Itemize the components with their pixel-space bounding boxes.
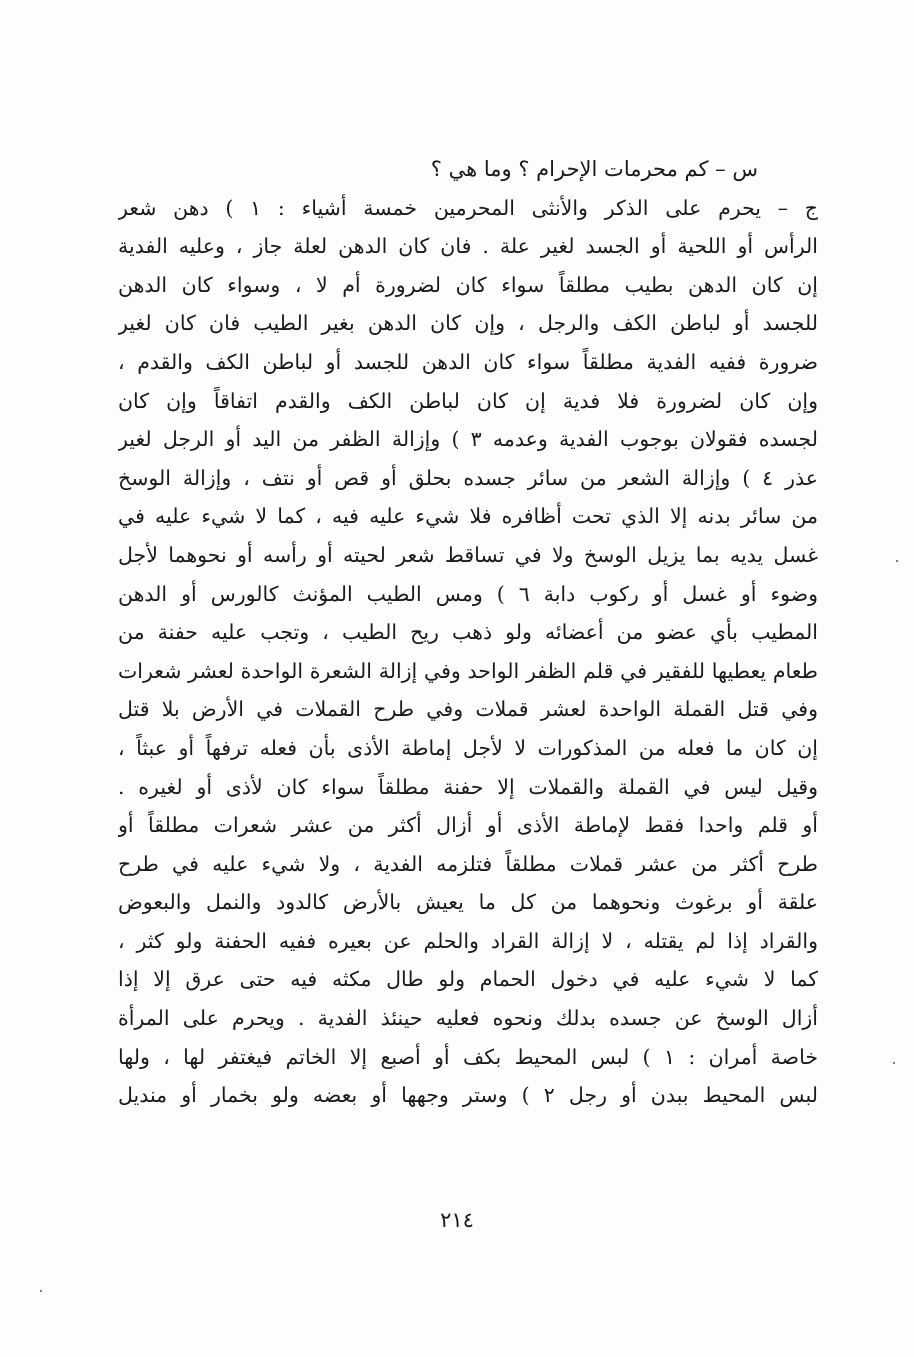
text-line: كما لا شيء عليه في دخول الحمام ولو طال مكثه فيه حتى عرق إلا إذا <box>118 967 818 992</box>
scan-speck <box>893 1062 895 1064</box>
text-line: أو قلم واحدا فقط لإماطة الأذى أو أزال أكثر من عشر شعرات مطلقاً أو <box>118 813 818 838</box>
text-line: وفي قتل القملة الواحدة لعشر قملات وفي طرح القملات في الأرض بلا قتل <box>118 697 818 722</box>
scan-speck <box>896 560 898 562</box>
text-line: إن كان الدهن بطيب مطلقاً سواء كان لضرورة أم لا ، وسواء كان الدهن <box>118 272 818 297</box>
text-line: علقة أو برغوث ونحوهما من كل ما يعيش بالأرض كالدود والنمل والبعوض <box>118 890 818 915</box>
text-line: أزال الوسخ عن جسده بدلك ونحوه فعليه حينئذ الفدية . ويحرم على المرأة <box>118 1006 818 1031</box>
text-line: وضوء أو غسل أو ركوب دابة ٦ ) ومس الطيب المؤنث كالورس أو الدهن <box>118 581 818 606</box>
text-line: من سائر بدنه إلا الذي تحت أظافره فلا شيء عليه فيه ، كما لا شيء عليه في <box>118 504 818 529</box>
text-line: إن كان ما فعله من المذكورات لا لأجل إماطة الأذى بأن فعله ترفهاً أو عبثاً ، <box>118 735 818 760</box>
text-line: خاصة أمران : ١ ) لبس المحيط بكف أو أصبع إلا الخاتم فيغتفر لها ، ولها <box>118 1044 818 1069</box>
text-line: والقراد إذا لم يقتله ، لا إزالة القراد والحلم عن بعيره ففيه الحفنة ولو كثر ، <box>118 928 818 953</box>
text-line: ضرورة ففيه الفدية مطلقاً سواء كان الدهن للجسد أو لباطن الكف والقدم ، <box>118 349 818 374</box>
text-line: الرأس أو اللحية أو الجسد لغير علة . فان كان الدهن لعلة جاز ، وعليه الفدية <box>118 234 818 259</box>
text-line: طعام يعطيها للفقير في قلم الظفر الواحد وفي إزالة الشعرة الواحدة لعشر شعرات <box>118 658 818 683</box>
text-line: لبس المحيط ببدن أو رجل ٢ ) وستر وجهها أو بعضه ولو بخمار أو منديل <box>118 1083 818 1108</box>
text-line: ج – يحرم على الذكر والأنثى المحرمين خمسة أشياء : ١ ) دهن شعر <box>118 195 818 220</box>
text-line: للجسد أو لباطن الكف والرجل ، وإن كان الدهن بغير الطيب فان كان لغير <box>118 311 818 336</box>
text-line: غسل يديه بما يزيل الوسخ ولا في تساقط شعر لحيته أو رأسه أو نحوهما لأجل <box>118 542 818 567</box>
scan-speck <box>40 1290 42 1292</box>
question-line: س – كم محرمات الإحرام ؟ وما هي ؟ <box>430 157 758 181</box>
body-text <box>118 150 818 1115</box>
text-line: لجسده فقولان بوجوب الفدية وعدمه ٣ ) وإزالة الظفر من اليد أو الرجل لغير <box>118 427 818 452</box>
text-line: طرح أكثر من عشر قملات مطلقاً فتلزمه الفدية ، ولا شيء عليه في طرح <box>118 851 818 876</box>
text-line: عذر ٤ ) وإزالة الشعر من سائر جسده بحلق أو قص أو نتف ، وإزالة الوسخ <box>118 465 818 490</box>
page-number: ٢١٤ <box>440 1208 474 1232</box>
text-line: المطيب بأي عضو من أعضائه ولو ذهب ريح الطيب ، وتجب عليه حفنة من <box>118 620 818 645</box>
text-line: وإن كان لضرورة فلا فدية إن كان لباطن الكف والقدم اتفاقاً وإن كان <box>118 388 818 413</box>
text-line: وقيل ليس في القملة والقملات إلا حفنة مطلقاً سواء كان لأذى أو لغيره . <box>118 774 818 799</box>
